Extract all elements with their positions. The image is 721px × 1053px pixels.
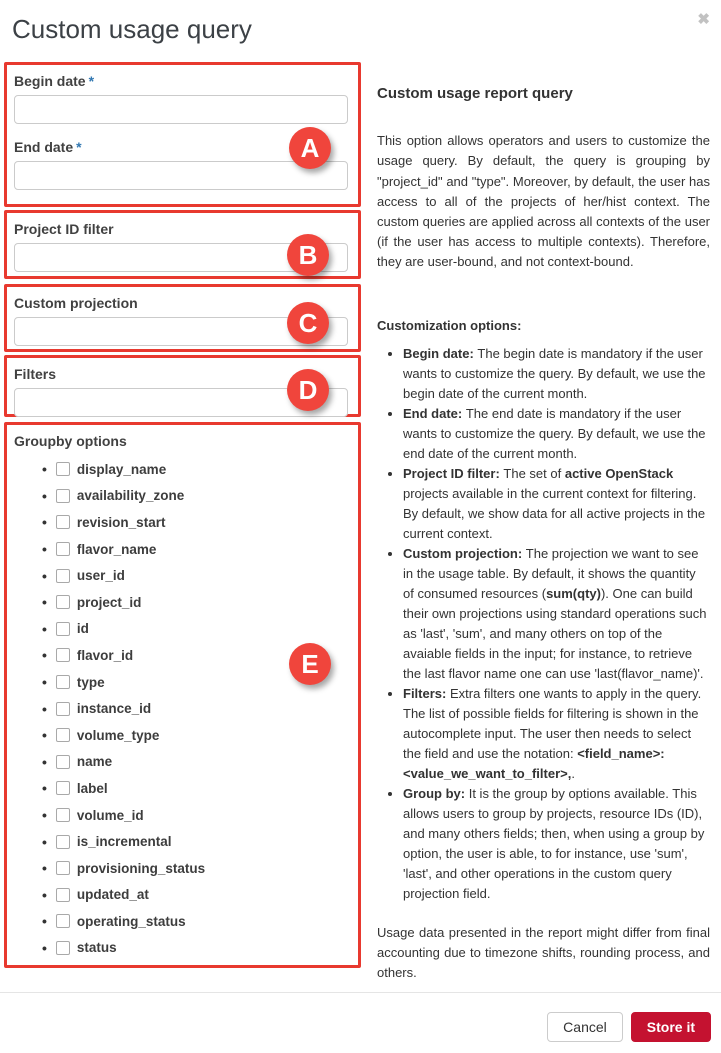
groupby-option-row [42, 509, 348, 536]
groupby-option-label: • label [76, 780, 108, 796]
groupby-option-label: • name [76, 754, 113, 770]
groupby-checkbox-volume_type[interactable] [56, 728, 70, 742]
groupby-option-label: • instance_id [76, 701, 152, 717]
groupby-option-row [42, 908, 348, 935]
groupby-checkbox-type[interactable] [56, 675, 70, 689]
groupby-option-row [42, 536, 348, 563]
groupby-option-label: • revision_start [76, 514, 166, 530]
groupby-option-label: • updated_at [76, 887, 149, 903]
groupby-checkbox-label[interactable] [56, 781, 70, 795]
groupby-checkbox-display_name[interactable] [56, 462, 70, 476]
groupby-option-row [42, 456, 348, 483]
groupby-option-row [42, 483, 348, 510]
annotation-circle-d: D [287, 369, 329, 411]
groupby-checkbox-id[interactable] [56, 622, 70, 636]
customization-option-bullet: • Begin date: The begin date is mandatory if the user wants to customize the query. By default, we use the begin date of the current month. [403, 344, 710, 404]
customization-options-heading: Customization options: [377, 317, 522, 333]
groupby-option-label: • user_id [76, 568, 125, 584]
groupby-option-label: • operating_status [76, 913, 186, 929]
groupby-option-row [42, 828, 348, 855]
customization-option-bullet: • Filters: Extra filters one wants to apply in the query. The list of possible fields for filtering is shown in the autocomplete input. The user then needs to select the field and use the notation: <field_name>:<value_we_want_to_filter>,. [403, 684, 710, 784]
groupby-option-label: • volume_type [76, 727, 160, 743]
footer-buttons [547, 1012, 711, 1042]
annotation-circle-b: B [287, 234, 329, 276]
help-panel [377, 84, 710, 983]
annotation-circle-c: C [287, 302, 329, 344]
begin-date-label: Begin date * [14, 73, 95, 89]
filters-label: Filters [14, 366, 57, 382]
end-date-label: End date * [14, 139, 82, 155]
groupby-checkbox-availability_zone[interactable] [56, 489, 70, 503]
required-asterisk: * [76, 139, 82, 155]
begin-date-input[interactable] [14, 95, 348, 124]
groupby-checkbox-name[interactable] [56, 755, 70, 769]
groupby-option-label: • status [76, 940, 117, 956]
groupby-option-row [42, 802, 348, 829]
groupby-options-list [14, 456, 348, 961]
groupby-option-row [42, 589, 348, 616]
required-asterisk: * [88, 73, 95, 89]
groupby-option-label: • display_name [76, 461, 167, 477]
groupby-option-label: • is_incremental [76, 834, 172, 850]
store-it-button[interactable]: Store it [631, 1012, 711, 1042]
groupby-option-row [42, 935, 348, 962]
groupby-option-row [42, 722, 348, 749]
custom-projection-label: Custom projection [14, 295, 138, 311]
groupby-option-label: • availability_zone [76, 488, 185, 504]
groupby-checkbox-user_id[interactable] [56, 569, 70, 583]
groupby-checkbox-status[interactable] [56, 941, 70, 955]
annotation-circle-a: A [289, 127, 331, 169]
close-icon[interactable]: ✖ [697, 11, 710, 28]
page-title: Custom usage query [12, 14, 252, 44]
groupby-checkbox-project_id[interactable] [56, 595, 70, 609]
groupby-checkbox-is_incremental[interactable] [56, 835, 70, 849]
groupby-option-label: • flavor_id [76, 647, 134, 663]
footer-divider [0, 992, 721, 993]
customization-option-bullet: • End date: The end date is mandatory if the user wants to customize the query. By default, we use the end date of the current month. [403, 404, 710, 464]
groupby-option-row [42, 855, 348, 882]
groupby-option-label: • flavor_name [76, 541, 157, 557]
customization-option-bullet: • Group by: It is the group by options available. This allows users to group by projects, resource IDs (ID), and many others fields; then, when using a group by option, the user is able, to for instance, use 'sum', 'last', and other operations in the custom query projection field. [403, 784, 710, 904]
help-heading: Custom usage report query [377, 85, 573, 102]
groupby-option-row [42, 695, 348, 722]
groupby-option-row [42, 775, 348, 802]
customization-option-bullet: • Project ID filter: The set of active OpenStack projects available in the current context for filtering. By default, we show data for all active projects in the current context. [403, 464, 710, 544]
groupby-checkbox-volume_id[interactable] [56, 808, 70, 822]
groupby-option-label: • provisioning_status [76, 860, 206, 876]
groupby-option-label: • id [76, 621, 89, 637]
project-id-filter-label: Project ID filter [14, 221, 114, 237]
groupby-checkbox-provisioning_status[interactable] [56, 861, 70, 875]
groupby-option-row [42, 562, 348, 589]
groupby-option-label: • volume_id [76, 807, 144, 823]
groupby-checkbox-operating_status[interactable] [56, 914, 70, 928]
customization-option-bullet: • Custom projection: The projection we want to see in the usage table. By default, it shows the quantity of consumed resources (sum(qty)). One can build their own projections using standard operations such as 'last', 'sum', and many others on top of the avaiable fields in the input; for instance, to retrieve the last flavor name one can use 'last(flavor_name)'. [403, 544, 710, 684]
groupby-checkbox-flavor_name[interactable] [56, 542, 70, 556]
groupby-options-label: Groupby options [14, 433, 127, 449]
cancel-button[interactable]: Cancel [547, 1012, 623, 1042]
groupby-checkbox-instance_id[interactable] [56, 702, 70, 716]
customization-options-list [377, 344, 710, 904]
annotation-circle-e: E [289, 643, 331, 685]
groupby-option-row [42, 882, 348, 909]
help-footnote: Usage data presented in the report might differ from final accounting due to timezone shifts, rounding process, and others. [377, 924, 710, 981]
groupby-option-row [42, 616, 348, 643]
groupby-option-label: • type [76, 674, 105, 690]
groupby-checkbox-flavor_id[interactable] [56, 648, 70, 662]
groupby-option-label: • project_id [76, 594, 142, 610]
groupby-checkbox-revision_start[interactable] [56, 515, 70, 529]
help-intro-paragraph: This option allows operators and users to customize the usage query. By default, the query is grouping by "project_id" and "type". Moreover, by default, the user has access to all of the projects of her/hist context. The custom queries are applied across all contexts of the user (if the user has access to multiple contexts). Therefore, they are user-bound, and not context-bound. [377, 133, 710, 270]
groupby-checkbox-updated_at[interactable] [56, 888, 70, 902]
annotation-box-e [4, 422, 361, 968]
groupby-option-row [42, 749, 348, 776]
